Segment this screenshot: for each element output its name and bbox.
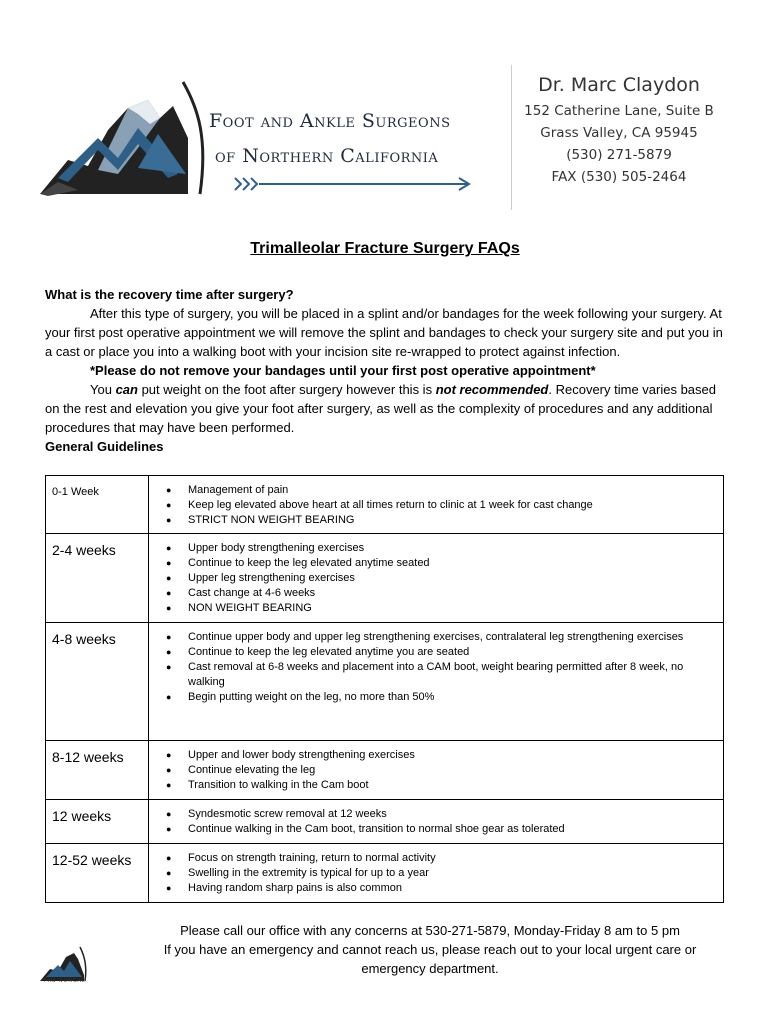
faq-question: What is the recovery time after surgery? (45, 287, 294, 302)
mountain-logo-icon (38, 78, 210, 198)
doctor-name: Dr. Marc Claydon (538, 74, 700, 96)
brand-name-line1: Foot and Ankle Surgeons (209, 110, 451, 132)
guideline-period: 2-4 weeks (46, 534, 149, 623)
guidelines-table (45, 475, 724, 903)
guideline-item: ● Swelling in the extremity is typical for up to a year (188, 866, 715, 881)
guideline-items (149, 844, 724, 903)
guideline-item: ● Upper leg strengthening exercises (188, 571, 715, 586)
guideline-period: 12-52 weeks (46, 844, 149, 903)
contact-block (514, 74, 724, 188)
guideline-item: ● Continue walking in the Cam boot, transition to normal shoe gear as tolerated (188, 822, 715, 837)
guideline-row (46, 741, 724, 800)
guideline-period: 12 weeks (46, 800, 149, 844)
guideline-items (149, 476, 724, 534)
small-logo-text: FAS NORCAL (44, 978, 86, 984)
guideline-item: ● STRICT NON WEIGHT BEARING (188, 513, 715, 528)
guideline-items (149, 741, 724, 800)
guideline-period: 4-8 weeks (46, 623, 149, 741)
guideline-item: ● Continue to keep the leg elevated anytime you are seated (188, 645, 715, 660)
brand-name-line2: of Northern California (215, 145, 439, 167)
guideline-item: ● Continue upper body and upper leg strengthening exercises, contralateral leg strengthening exercises (188, 630, 715, 645)
guideline-items (149, 623, 724, 741)
guideline-row (46, 476, 724, 534)
page-title: Trimalleolar Fracture Surgery FAQs (250, 240, 520, 257)
guideline-items (149, 800, 724, 844)
guideline-item: ● Cast change at 4-6 weeks (188, 586, 715, 601)
paragraph-1: After this type of surgery, you will be placed in a splint and/or bandages for the week following your surgery. At your first post operative appointment we will remove the splint and bandages to check your surgery site and put you in a cast or place you into a walking boot with your incision site re-wrapped to protect against infection. (45, 306, 723, 359)
footer-text (140, 921, 720, 978)
guideline-row (46, 800, 724, 844)
fax-number: FAX (530) 505-2464 (551, 169, 687, 185)
guideline-item: ● Keep leg elevated above heart at all times return to clinic at 1 week for cast change (188, 498, 715, 513)
faq-body (45, 285, 725, 456)
guideline-row (46, 623, 724, 741)
address-line2: Grass Valley, CA 95945 (540, 125, 698, 141)
phone-number: (530) 271-5879 (566, 147, 672, 163)
guideline-item: ● Upper and lower body strengthening exercises (188, 748, 715, 763)
guideline-items (149, 534, 724, 623)
guideline-period: 0-1 Week (46, 476, 149, 534)
guideline-item: ● Continue elevating the leg (188, 763, 715, 778)
decorative-arrow-icon (233, 174, 473, 194)
paragraph-2: You can put weight on the foot after surgery however this is not recommended. Recovery time varies based on the rest and elevation you give your foot after surgery, as well as the complexity of procedures and any additional procedures that may have been performed. (45, 382, 716, 435)
guideline-item: ● Continue to keep the leg elevated anytime seated (188, 556, 715, 571)
header-divider (511, 65, 512, 210)
guideline-row (46, 844, 724, 903)
guideline-item: ● NON WEIGHT BEARING (188, 601, 715, 616)
guideline-item: ● Cast removal at 6-8 weeks and placement into a CAM boot, weight bearing permitted after 8 week, no walking (188, 660, 715, 690)
guidelines-heading: General Guidelines (45, 439, 164, 454)
guideline-item: ● Management of pain (188, 483, 715, 498)
guideline-item: ● Focus on strength training, return to normal activity (188, 851, 715, 866)
guideline-item: ● Upper body strengthening exercises (188, 541, 715, 556)
address-line1: 152 Catherine Lane, Suite B (524, 103, 714, 119)
footer-line2: If you have an emergency and cannot reach us, please reach out to your local urgent care or emergency department. (163, 942, 697, 976)
guideline-item: ● Transition to walking in the Cam boot (188, 778, 715, 793)
guideline-row (46, 534, 724, 623)
guideline-item: ● Begin putting weight on the leg, no more than 50% (188, 690, 715, 705)
footer-line1: Please call our office with any concerns at 530-271-5879, Monday-Friday 8 am to 5 pm (180, 923, 680, 938)
guideline-item: ● Having random sharp pains is also common (188, 881, 715, 896)
bandage-note: *Please do not remove your bandages until your first post operative appointment* (90, 363, 596, 378)
guideline-item: ● Syndesmotic screw removal at 12 weeks (188, 807, 715, 822)
guideline-period: 8-12 weeks (46, 741, 149, 800)
